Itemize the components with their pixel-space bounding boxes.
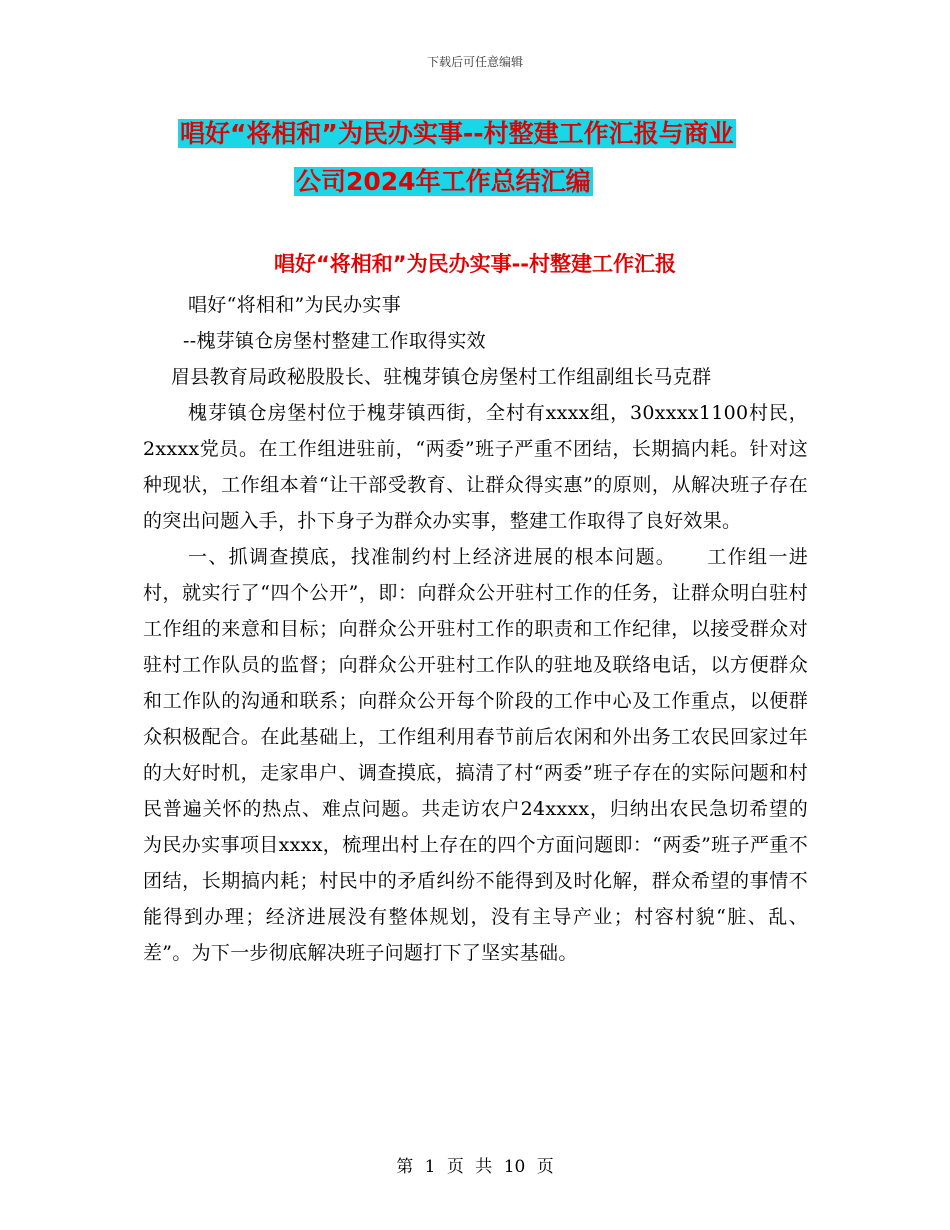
- subtitle-2: --槐芽镇仓房堡村整建工作取得实效: [183, 330, 486, 352]
- page-footer: 第 1 页 共 10 页: [396, 1157, 554, 1177]
- document-title-line-1-text: 唱好“将相和”为民办实事--村整建工作汇报与商业: [180, 119, 734, 148]
- document-title-line-1: [170, 110, 830, 158]
- paragraph-2: 一、抓调查摸底，找准制约村上经济进展的根本问题。 工作组一进村，就实行了“四个公开”，即：向群众公开驻村工作的任务，让群众明白驻村工作组的来意和目标；向群众公开驻村工作的职责和工作纪律，以接受群众对驻村工作队员的监督；向群众公开驻村工作队的驻地及联络电话，以方便群众和工作队的沟通和联系；向群众公开每个阶段的工作中心及工作重点，以便群众积极配合。在此基础上，工作组利用春节前后农闲和外出务工农民回家过年的大好时机，走家串户、调查摸底，搞清了村“两委”班子存在的实际问题和村民普遍关怀的热点、难点问题。共走访农户24xxxx，归纳出农民急切希望的为民办实事项目xxxx，梳理出村上存在的四个方面问题即：“两委”班子严重不团结，长期搞内耗；村民中的矛盾纠纷不能得到及时化解，群众希望的事情不能得到办理；经济进展没有整体规划，没有主导产业；村容村貌“脏、乱、差”。为下一步彻底解决班子问题打下了坚实基础。: [143, 546, 808, 964]
- section-title: 唱好“将相和”为民办实事--村整建工作汇报: [273, 252, 677, 276]
- paragraph-1: 槐芽镇仓房堡村位于槐芽镇西街，全村有xxxx组，30xxxx1100村民，2xxxx党员。在工作组进驻前，“两委”班子严重不团结，长期搞内耗。针对这种现状，工作组本着“让干部受教育、让群众得实惠”的原则，从解决班子存在的突出问题入手，扑下身子为群众办实事，整建工作取得了良好效果。: [143, 402, 808, 532]
- subtitle-1: 唱好“将相和”为民办实事: [188, 294, 402, 316]
- body-text: [143, 287, 808, 971]
- document-title: [170, 110, 830, 206]
- document-title-line-2: [170, 158, 830, 206]
- document-title-line-2-text: 公司2024年工作总结汇编: [296, 167, 591, 196]
- header-note: 下载后可任意编辑: [426, 55, 523, 69]
- author-line: 眉县教育局政秘股股长、驻槐芽镇仓房堡村工作组副组长马克群: [171, 366, 712, 388]
